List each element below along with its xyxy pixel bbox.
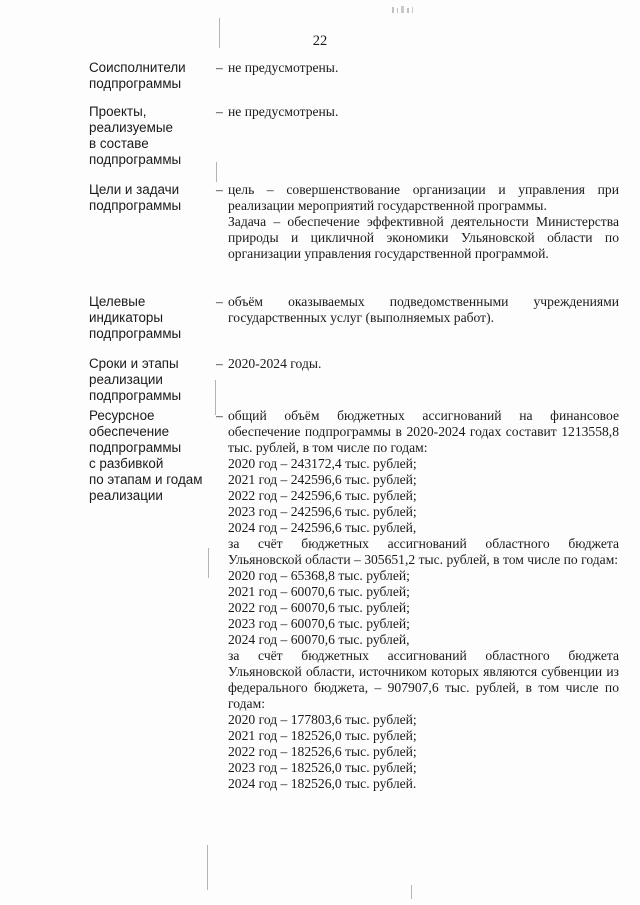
funding-year-line: 2021 год – 242596,6 тыс. рублей; [228, 472, 417, 487]
funding-year-line: 2024 год – 242596,6 тыс. рублей, [228, 520, 417, 535]
row-content [228, 294, 619, 342]
row-paragraph: 2020-2024 годы. [228, 356, 322, 371]
row-content [228, 182, 619, 262]
funding-year-line: 2023 год – 60070,6 тыс. рублей; [228, 616, 410, 631]
scan-line [411, 885, 412, 899]
row-dash: – [216, 60, 223, 75]
funding-year-line: 2021 год – 182526,0 тыс. рублей; [228, 728, 417, 743]
row-content [228, 408, 619, 792]
row-content [228, 104, 619, 168]
funding-paragraph: за счёт бюджетных ассигнований областного бюджета Ульяновской области – 305651,2 тыс. рублей, в том числе по годам: [228, 536, 619, 567]
row-paragraph: цель – совершенствование организации и управления при реализации мероприятий государственной программы. [228, 182, 619, 213]
funding-year-line: 2024 год – 182526,0 тыс. рублей. [228, 776, 417, 791]
row-dash: – [216, 294, 223, 309]
row-label: Целевые индикаторы подпрограммы [89, 294, 182, 341]
passport-row [89, 294, 619, 342]
funding-year-line: 2022 год – 242596,6 тыс. рублей; [228, 488, 417, 503]
row-label: Сроки и этапы реализации подпрограммы [89, 356, 182, 403]
row-dash: – [216, 182, 223, 197]
passport-row [89, 408, 619, 792]
funding-year-line: 2020 год – 177803,6 тыс. рублей; [228, 712, 417, 727]
row-dash: – [216, 356, 223, 371]
row-label: Соисполнители подпрограммы [89, 60, 186, 91]
funding-year-line: 2024 год – 60070,6 тыс. рублей, [228, 632, 410, 647]
row-dash: – [216, 408, 223, 423]
scan-line [207, 845, 208, 890]
page-number: 22 [312, 33, 328, 49]
passport-row [89, 182, 619, 262]
funding-paragraph: общий объём бюджетных ассигнований на финансовое обеспечение подпрограммы в 2020-2024 годах составит 1213558,8 тыс. рублей, в том числе по годам: [228, 408, 619, 455]
row-label: Проекты, реализуемые в составе подпрограммы [89, 104, 182, 167]
passport-row [89, 356, 619, 404]
row-paragraph: не предусмотрены. [228, 104, 339, 119]
row-paragraph: не предусмотрены. [228, 60, 339, 75]
funding-year-line: 2020 год – 65368,8 тыс. рублей; [228, 568, 410, 583]
funding-paragraph: за счёт бюджетных ассигнований областного бюджета Ульяновской области, источником которых являются субвенции из федерального бюджета, – 907907,6 тыс. рублей, в том числе по годам: [228, 648, 619, 711]
funding-year-line: 2021 год – 60070,6 тыс. рублей; [228, 584, 410, 599]
row-paragraph: Задача – обеспечение эффективной деятельности Министерства природы и цикличной экономики Ульяновской области по организации управления государственной программой. [228, 214, 619, 261]
funding-year-line: 2022 год – 60070,6 тыс. рублей; [228, 600, 410, 615]
row-paragraph: объём оказываемых подведомственными учреждениями государственных услуг (выполняемых работ). [228, 294, 619, 325]
row-content [228, 356, 619, 404]
passport-row [89, 60, 619, 92]
passport-row [89, 104, 619, 168]
funding-year-line: 2023 год – 182526,0 тыс. рублей; [228, 760, 417, 775]
scan-line [219, 18, 220, 48]
scan-artifact-mark [392, 6, 420, 14]
row-label: Цели и задачи подпрограммы [89, 182, 182, 213]
row-dash: – [216, 104, 223, 119]
row-label: Ресурсное обеспечение подпрограммы с разбивкой по этапам и годам реализации [89, 408, 203, 503]
row-content [228, 60, 619, 92]
funding-year-line: 2022 год – 182526,6 тыс. рублей; [228, 744, 417, 759]
funding-year-line: 2023 год – 242596,6 тыс. рублей; [228, 504, 417, 519]
funding-year-line: 2020 год – 243172,4 тыс. рублей; [228, 456, 417, 471]
